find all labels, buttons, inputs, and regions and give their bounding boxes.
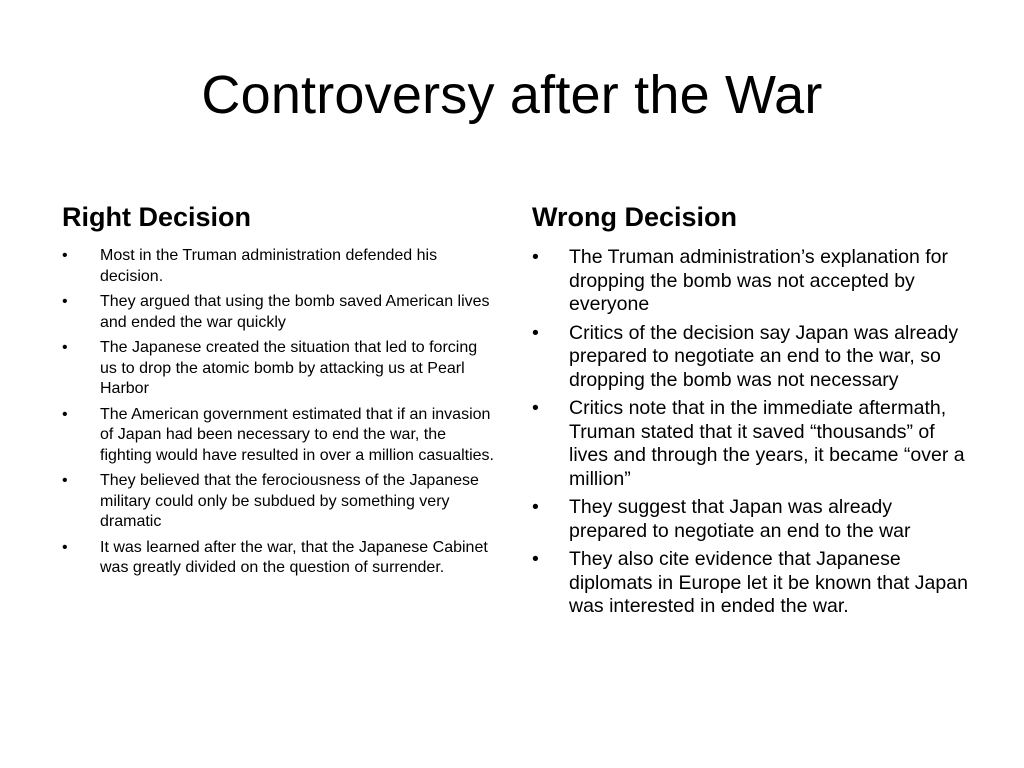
bullet-icon: • bbox=[62, 247, 68, 264]
list-item bbox=[62, 292, 498, 333]
list-item-text: They also cite evidence that Japanese diplomats in Europe let it be known that Japan was interested in ended the war. bbox=[569, 548, 968, 617]
list-item bbox=[62, 246, 498, 287]
slide-title: Controversy after the War bbox=[201, 65, 823, 125]
list-item-text: Most in the Truman administration defended his decision. bbox=[100, 247, 438, 285]
list-item-text: Critics note that in the immediate aftermath, Truman stated that it saved “thousands” of lives and through the years, it became “over a million” bbox=[569, 397, 965, 490]
list-item bbox=[532, 322, 968, 393]
list-item-text: Critics of the decision say Japan was already prepared to negotiate an end to the war, so dropping the bomb was not necessary bbox=[569, 321, 959, 391]
wrong-decision-heading: Wrong Decision bbox=[532, 202, 738, 232]
bullet-icon: • bbox=[62, 405, 68, 423]
bullet-icon: • bbox=[532, 397, 539, 419]
bullet-icon: • bbox=[532, 246, 539, 268]
bullet-icon: • bbox=[62, 472, 68, 489]
list-item bbox=[62, 471, 498, 533]
list-item-text: The Japanese created the situation that led to forcing us to drop the atomic bomb by attacking us at Pearl Harbor bbox=[100, 339, 478, 397]
bullet-icon: • bbox=[62, 293, 68, 310]
list-item bbox=[532, 397, 968, 491]
list-item-text: The Truman administration’s explanation for dropping the bomb was not accepted by everyone bbox=[569, 246, 949, 315]
list-item-text: They suggest that Japan was already prepared to negotiate an end to the war bbox=[569, 496, 911, 542]
list-item bbox=[532, 548, 968, 619]
list-item bbox=[62, 538, 498, 579]
list-item-text: They argued that using the bomb saved American lives and ended the war quickly bbox=[100, 293, 490, 331]
bullet-icon: • bbox=[62, 339, 68, 356]
list-item bbox=[62, 338, 498, 400]
right-decision-column bbox=[62, 200, 498, 584]
bullet-icon: • bbox=[62, 538, 68, 556]
list-item bbox=[532, 246, 968, 317]
list-item-text: They believed that the ferociousness of the Japanese military could only be subdued by something very dramatic bbox=[100, 472, 479, 530]
right-decision-list bbox=[62, 246, 498, 579]
bullet-icon: • bbox=[532, 321, 539, 344]
list-item-text: The American government estimated that if an invasion of Japan had been necessary to end the war, the fighting would have resulted in over a million casualties. bbox=[100, 405, 494, 464]
wrong-decision-column bbox=[532, 200, 968, 624]
list-item bbox=[532, 496, 968, 543]
bullet-icon: • bbox=[532, 496, 539, 518]
list-item bbox=[62, 405, 498, 467]
wrong-decision-list bbox=[532, 246, 968, 619]
list-item-text: It was learned after the war, that the Japanese Cabinet was greatly divided on the question of surrender. bbox=[100, 538, 488, 576]
bullet-icon: • bbox=[532, 548, 539, 570]
right-decision-heading: Right Decision bbox=[62, 202, 252, 232]
